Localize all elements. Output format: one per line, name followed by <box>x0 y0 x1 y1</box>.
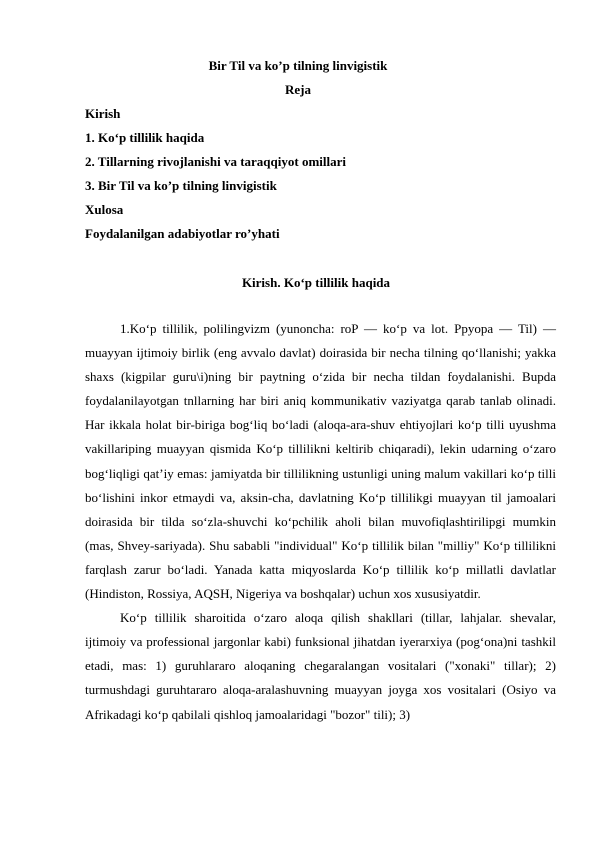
paragraph-2: Ko‘p tillilik sharoitida o‘zaro aloqa qilish shakllari (tillar, lahjalar. shevalar, ijtimoiy va professional jargonlar kabi) funksional jihatdan iyerarxiya (pog‘ona)ni tashkil etadi, mas: 1) guruhlararo aloqaning chegaralangan vositalari ("xonaki" tillar); 2) turmushdagi guruhtararo aloqa-aralashuvning muayyan joyga xos vositalari (Osiyo va Afrikadagi ko‘p qabilali qishloq jamoalaridagi "bozor" tili); 3) <box>85 610 556 722</box>
section-heading: Kirish. Ko‘p tillilik haqida <box>241 275 391 290</box>
outline-item-1: 1. Ko‘p tillilik haqida <box>85 130 205 145</box>
outline-item-references: Foydalanilgan adabiyotlar ro’yhati <box>85 226 280 241</box>
body-text <box>85 317 556 727</box>
paragraph-1: 1.Ko‘p tillilik, polilingvizm (yunoncha: roP — ko‘p va lot. Ppyopa — Til) — muayyan ijtimoiy birlik (eng avvalo davlat) doirasida bir necha tilning qo‘llanishi; yakka shaxs (kigpilar guru\i)ning bir paytning o‘zida bir necha tildan foydalanishi. Bupda foydalanilayotgan tnllarning har biri aniq kommunikativ vaziyatga qarab tanlab olinadi. Har ikkala holat bir-biriga bog‘liq bo‘ladi (aloqa-ara-shuv ehtiyojlari ko‘p tilli uyushma vakillariping muayyan qismida Ko‘p tillilikni keltirib chiqaradi), lekin udarning o‘zaro bog‘liqligi qat’iy emas: jamiyatda bir tillilikning ustunligi uning malum vakillari ko‘p tilli bo‘lishini inkor etmaydi va, aksin-cha, davlatning Ko‘p tillilikgi muayyan til jamoalari doirasida bir tilda so‘zla-shuvchi ko‘pchilik aholi bilan muvofiqlashtirilipgi mumkin (mas, Shvey-sariyada). Shu sababli "individual" Ko‘p tillilik bilan "milliy" Ko‘p tillilikni farqlash zarur bo‘ladi. Yanada katta miqyoslarda Ko‘p tillilik ko‘p millatli davlatlar (Hindiston, Rossiya, AQSH, Nigeriya va boshqalar) uchun xos xususiyatdir. <box>85 321 556 602</box>
outline-item-conclusion: Xulosa <box>85 202 124 217</box>
outline-item-2: 2. Tillarning rivojlanishi va taraqqiyot omillari <box>85 154 346 169</box>
outline-item-3: 3. Bir Til va ko’p tilning linvigistik <box>85 178 277 193</box>
document-title: Bir Til va ko’p tilning linvigistik <box>208 58 388 73</box>
outline-item-intro: Kirish <box>85 106 121 121</box>
plan-heading: Reja <box>285 82 311 97</box>
